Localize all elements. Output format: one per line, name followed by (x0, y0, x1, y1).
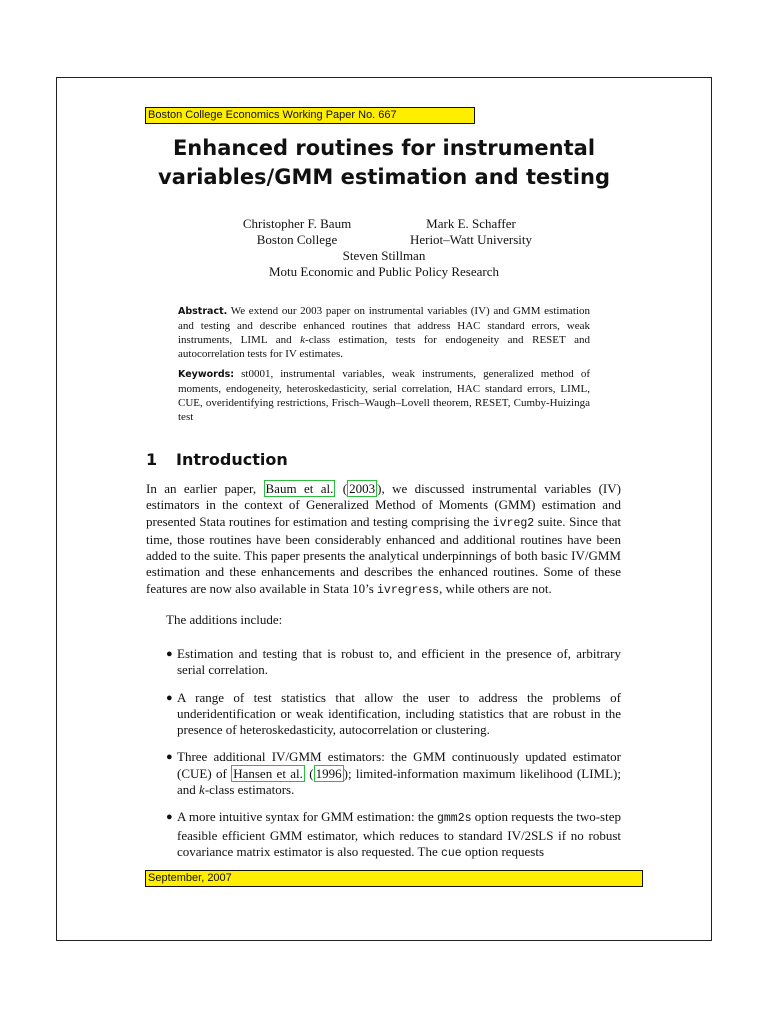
abstract-text-a: We extend our 2003 paper on instrumental variables (IV) and GMM estimation and testing and describe enhanced routines that address HAC standard errors, weak instruments, LIML and (178, 305, 590, 346)
bullet-4-text-a: A more intuitive syntax for GMM estimation: the (177, 809, 437, 825)
keywords-label: Keywords: (178, 369, 235, 380)
working-paper-banner: Boston College Economics Working Paper No. 667 (145, 107, 475, 124)
author-1-name: Christopher F. Baum (242, 216, 352, 231)
author-3-name: Steven Stillman (342, 248, 426, 263)
para1-text-5: , while others are not. (439, 580, 552, 596)
code-ivreg2: ivreg2 (492, 516, 535, 530)
author-2 (386, 216, 556, 248)
intro-paragraph-2: The additions include: (166, 612, 283, 627)
list-item (166, 809, 621, 862)
keywords (178, 367, 590, 424)
bullet-3-text-a: Three additional IV/GMM estimators: the GMM continuously updated estimator (CUE) of (177, 749, 621, 781)
citation-hansen-et-al[interactable]: Hansen et al. (233, 765, 303, 781)
bullet-icon: ● (166, 751, 173, 764)
paper-title (120, 134, 648, 192)
code-cue: cue (441, 846, 462, 860)
citation-baum-et-al[interactable]: Baum et al. (265, 481, 334, 496)
additions-list (166, 646, 621, 873)
bullet-4-text-b: option requests the two-step feasible efficient GMM estimator, which reduces to standard IV/2SLS if no robust covariance matrix estimator is also requested. The (177, 809, 622, 859)
date-banner: September, 2007 (145, 870, 643, 887)
abstract (178, 304, 590, 361)
list-item (166, 690, 621, 739)
author-2-affiliation: Heriot–Watt University (409, 232, 533, 247)
bullet-icon: ● (166, 648, 173, 660)
bullet-icon: ● (166, 811, 173, 824)
bullet-3-k: k (199, 782, 205, 798)
list-item (166, 646, 621, 679)
bullet-3-text-c: ); limited-information maximum likelihood (LIML); and (177, 765, 621, 798)
author-3-affiliation: Motu Economic and Public Policy Research (269, 264, 499, 279)
abstract-text-b: -class estimation, tests for endogeneity and RESET and autocorrelation tests for IV estimates. (178, 334, 590, 360)
abstract-k: k (300, 334, 306, 346)
bullet-3-text-b: ( (304, 765, 314, 781)
section-number: 1 (146, 450, 158, 469)
citation-hansen-year[interactable]: 1996 (315, 765, 342, 781)
code-ivregress: ivregress (377, 583, 440, 597)
author-block (150, 216, 618, 280)
para1-text-1: In an earlier paper, (146, 481, 264, 496)
citation-baum-year[interactable]: 2003 (349, 481, 376, 496)
intro-paragraph-1 (146, 481, 621, 599)
bullet-icon: ● (166, 691, 173, 704)
para1-text-2: ( (335, 481, 348, 496)
author-1-affiliation: Boston College (256, 232, 338, 247)
author-1 (212, 216, 382, 248)
para1-text-4: suite. Since that time, those routines have been considerably enhanced and additional routines have been added to the suite. This paper presents the analytical underpinnings of both basic IV/GMM estimation and these enhancements and describes the enhanced routines. Some of these features are now also available in Stata 10’s (146, 513, 621, 596)
list-item (166, 749, 621, 798)
keywords-text: st0001, instrumental variables, weak instruments, generalized method of moments, endogeneity, heteroskedasticity, serial correlation, HAC standard errors, LIML, CUE, overidentifying restrictions, Frisch–Waugh–Lovell theorem, RESET, Cumby-Huizinga test (178, 368, 590, 423)
bullet-4-text-c: option requests (461, 843, 545, 859)
title-line-2: variables/GMM estimation and testing (158, 165, 610, 189)
bullet-1-text: Estimation and testing that is robust to, and efficient in the presence of, arbitrary serial correlation. (177, 646, 621, 678)
title-line-1: Enhanced routines for instrumental (172, 136, 596, 160)
code-gmm2s: gmm2s (437, 812, 472, 826)
bullet-2-text: A range of test statistics that allow the user to address the problems of underidentification or weak identification, including statistics that are robust in the presence of heteroskedasticity, autocorrelation or clustering. (177, 689, 621, 738)
author-2-name: Mark E. Schaffer (426, 216, 516, 231)
abstract-label: Abstract. (178, 306, 228, 317)
para1-text-3: ), we discussed instrumental variables (IV) estimators in the context of Generalized Method of Moments (GMM) estimation and presented Stata routines for estimation and testing comprising the (146, 481, 621, 529)
section-heading-introduction (146, 449, 288, 471)
section-title: Introduction (176, 450, 288, 469)
bullet-3-text-d: -class estimators. (204, 782, 295, 798)
